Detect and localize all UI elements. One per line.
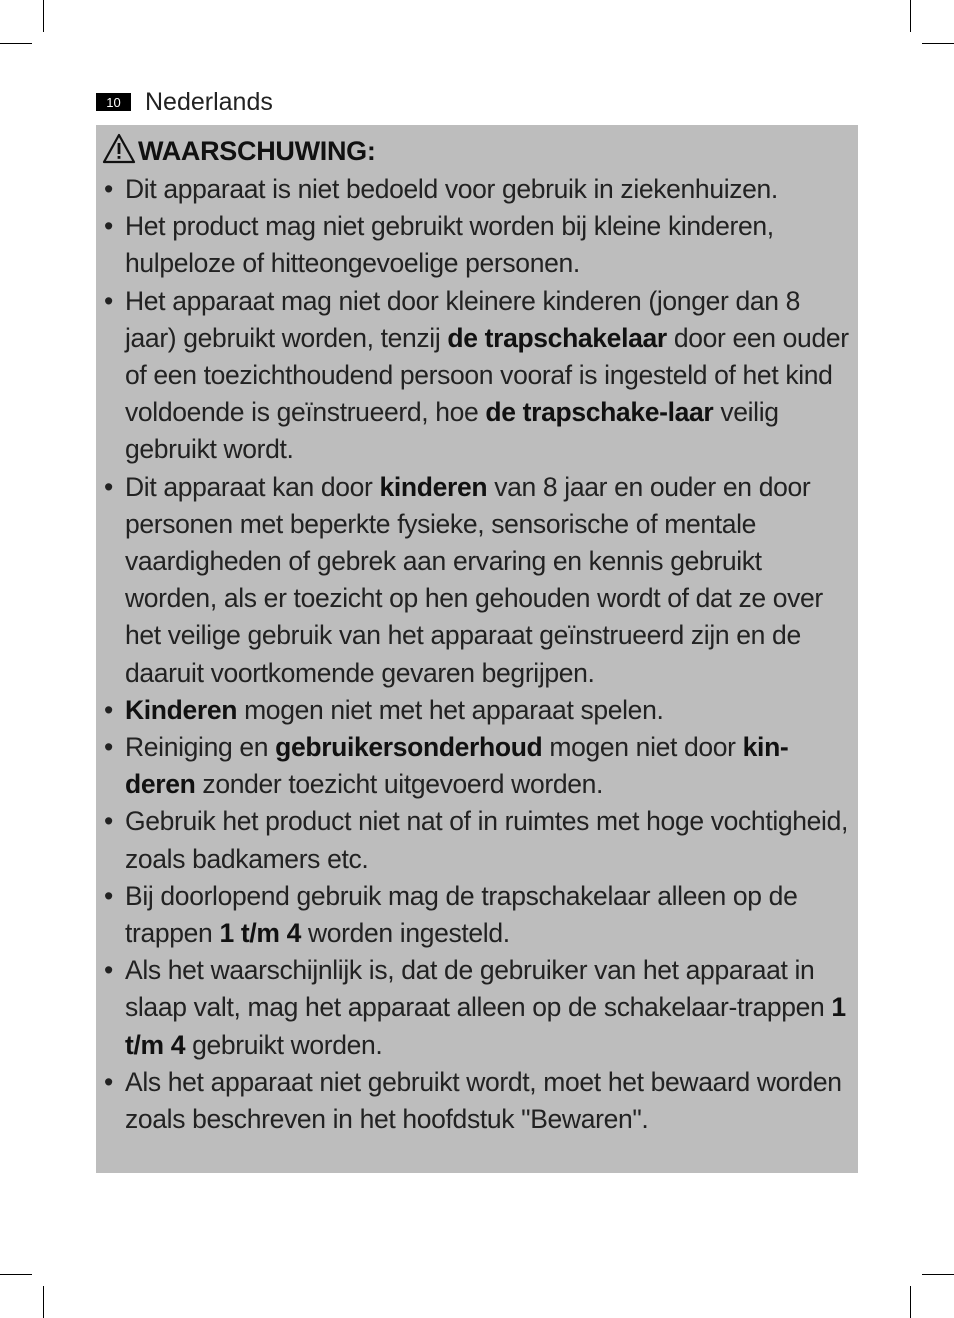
bullet-icon: • (104, 211, 113, 242)
item-text: door een ouder of een toezichthoudend persoon vooraf is ingesteld of het kind voldoende is geïnstrueerd, hoe (125, 322, 849, 428)
crop-mark (910, 1286, 911, 1318)
warning-list-item (102, 803, 850, 877)
item-text: Het product mag niet gebruikt worden bij kleine kinderen, hulpeloze of hitteongevoelige personen. (125, 211, 774, 279)
item-text: veilig gebruikt wordt. (125, 397, 779, 465)
item-text: worden ingesteld. (300, 918, 510, 949)
emphasis-text: kin-deren (125, 732, 789, 800)
warning-list (102, 171, 850, 1138)
emphasis-text: de trapschake-laar (485, 397, 714, 428)
warning-list-item (102, 469, 850, 692)
warning-list-item (102, 952, 850, 1064)
warning-list-item (102, 208, 850, 282)
item-text: van 8 jaar en ouder en door personen met beperkte fysieke, sensorische of mentale vaardigheden of gebrek aan ervaring en kennis gebruikt worden, als er toezicht op hen gehouden wordt of dat ze over het veilige gebruik van het apparaat geïnstrueerd zijn en de daaruit voortkomende gevaren begrijpen. (125, 471, 823, 688)
page-number: 10 (96, 93, 131, 111)
item-text: Reiniging en (125, 732, 276, 763)
emphasis-text: gebruikersonderhoud (275, 732, 543, 763)
bullet-icon: • (104, 955, 113, 986)
item-text: Dit apparaat is niet bedoeld voor gebruik in ziekenhuizen. (125, 174, 778, 204)
page-header (96, 88, 273, 116)
warning-list-item (102, 283, 850, 469)
crop-mark (922, 1274, 954, 1275)
bullet-icon: • (104, 732, 113, 763)
warning-title: WAARSCHUWING: (138, 135, 376, 166)
item-text: Dit apparaat kan door (125, 471, 380, 502)
bullet-icon: • (104, 880, 113, 911)
emphasis-text: kinderen (379, 471, 488, 502)
crop-mark (910, 0, 911, 32)
bullet-icon: • (104, 1066, 113, 1097)
bullet-icon: • (104, 806, 113, 837)
emphasis-text: 1 t/m 4 (125, 992, 846, 1060)
item-text: Bij doorlopend gebruik mag de trapschakelaar alleen op de trappen (125, 880, 798, 949)
crop-mark (43, 1286, 44, 1318)
crop-mark (0, 43, 32, 44)
warning-triangle-icon (102, 133, 138, 170)
item-text: mogen niet door (542, 732, 743, 763)
warning-list-item (102, 171, 850, 208)
emphasis-text: 1 t/m 4 (219, 918, 301, 949)
crop-mark (43, 0, 44, 32)
item-text: Als het waarschijnlijk is, dat de gebruiker van het apparaat in slaap valt, mag het apparaat alleen op de schakelaar-trappen (125, 955, 832, 1023)
warning-list-item (102, 1064, 850, 1138)
emphasis-text: de trapschakelaar (447, 322, 667, 353)
warning-list-item (102, 729, 850, 803)
item-text: mogen niet met het apparaat spelen. (237, 694, 664, 725)
item-text: gebruikt worden. (185, 1029, 383, 1060)
warning-box (96, 125, 858, 1173)
bullet-icon: • (104, 174, 113, 204)
item-text: Als het apparaat niet gebruikt wordt, moet het bewaard worden zoals beschreven in het hoofdstuk "Bewaren". (125, 1066, 842, 1135)
item-text: Gebruik het product niet nat of in ruimtes met hoge vochtigheid, zoals badkamers etc. (125, 806, 848, 874)
crop-mark (0, 1274, 32, 1275)
warning-list-item (102, 692, 850, 729)
emphasis-text: Kinderen (125, 694, 238, 725)
warning-list-item (102, 878, 850, 952)
crop-mark (922, 43, 954, 44)
item-text: Het apparaat mag niet door kleinere kinderen (jonger dan 8 jaar) gebruikt worden, tenzij (125, 285, 801, 353)
bullet-icon: • (104, 471, 113, 502)
item-text: zonder toezicht uitgevoerd worden. (195, 769, 604, 800)
warning-header (102, 131, 850, 171)
language-title: Nederlands (145, 87, 273, 116)
bullet-icon: • (104, 285, 113, 316)
bullet-icon: • (104, 694, 113, 725)
